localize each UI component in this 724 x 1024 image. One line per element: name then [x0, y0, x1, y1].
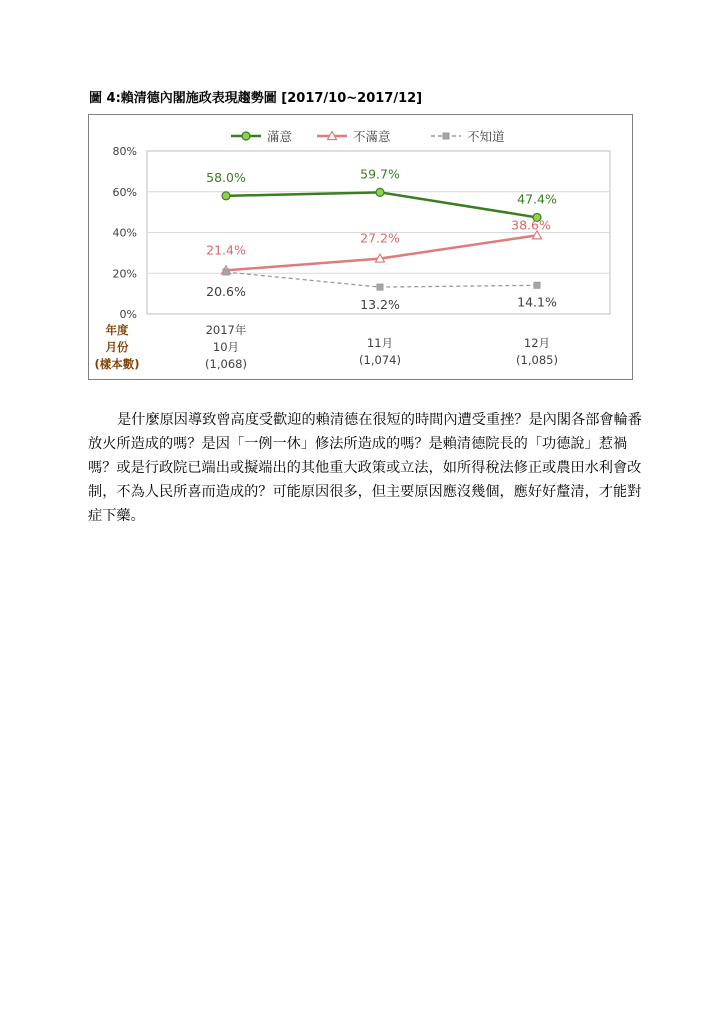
- legend-label: 不滿意: [353, 129, 391, 144]
- sample-size-label: (1,074): [359, 353, 401, 367]
- data-label: 38.6%: [511, 217, 551, 233]
- legend-label: 滿意: [267, 129, 293, 144]
- y-tick-label: 20%: [112, 267, 137, 281]
- data-label: 14.1%: [517, 294, 557, 310]
- legend-label: 不知道: [467, 129, 505, 144]
- y-tick-label: 0%: [119, 308, 137, 321]
- data-label: 47.4%: [517, 191, 557, 207]
- row-header: 月份: [105, 340, 129, 354]
- x-tick-label: 12月: [523, 336, 551, 350]
- trend-chart: [88, 114, 633, 380]
- data-label: 13.2%: [360, 297, 400, 313]
- paragraph-text: 是什麼原因導致曾高度受歡迎的賴清德在很短的時間內遭受重挫？是內閣各部會輪番放火所造成的嗎？是因「一例一休」修法所造成的嗎？是賴清德院長的「功德說」惹禍嗎？或是行政院已端出或擬端出的其他重大政策或立法，如所得稅法修正或農田水利會改制，不為人民所喜而造成的？可能原因很多，但主要原因應沒幾個，應好好釐清，才能對症下藥。: [88, 412, 642, 524]
- body-paragraph: [88, 408, 648, 528]
- data-label: 20.6%: [206, 284, 246, 300]
- sample-size-label: (1,068): [205, 357, 247, 371]
- data-point: [222, 192, 230, 200]
- data-point: [534, 282, 540, 288]
- data-point: [223, 269, 229, 275]
- legend-marker: [443, 133, 449, 139]
- data-label: 27.2%: [360, 230, 400, 246]
- data-label: 59.7%: [360, 166, 400, 182]
- data-point: [376, 188, 384, 196]
- row-header: 年度: [105, 323, 129, 337]
- x-tick-label: 11月: [366, 336, 394, 350]
- data-label: 21.4%: [206, 242, 246, 258]
- y-tick-label: 60%: [112, 185, 137, 199]
- x-tick-label-year: 2017年: [205, 323, 247, 337]
- sample-size-label: (1,085): [516, 353, 558, 367]
- x-tick-label: 10月: [212, 340, 240, 354]
- figure-title: 圖 4:賴清德內閣施政表現趨勢圖 [2017/10~2017/12]: [89, 91, 423, 106]
- data-point: [377, 284, 383, 290]
- chart-svg: [89, 115, 632, 379]
- legend-marker: [242, 132, 250, 140]
- data-label: 58.0%: [206, 169, 246, 185]
- row-header: (樣本數): [94, 357, 140, 371]
- y-tick-label: 40%: [112, 226, 137, 240]
- y-tick-label: 80%: [112, 145, 137, 158]
